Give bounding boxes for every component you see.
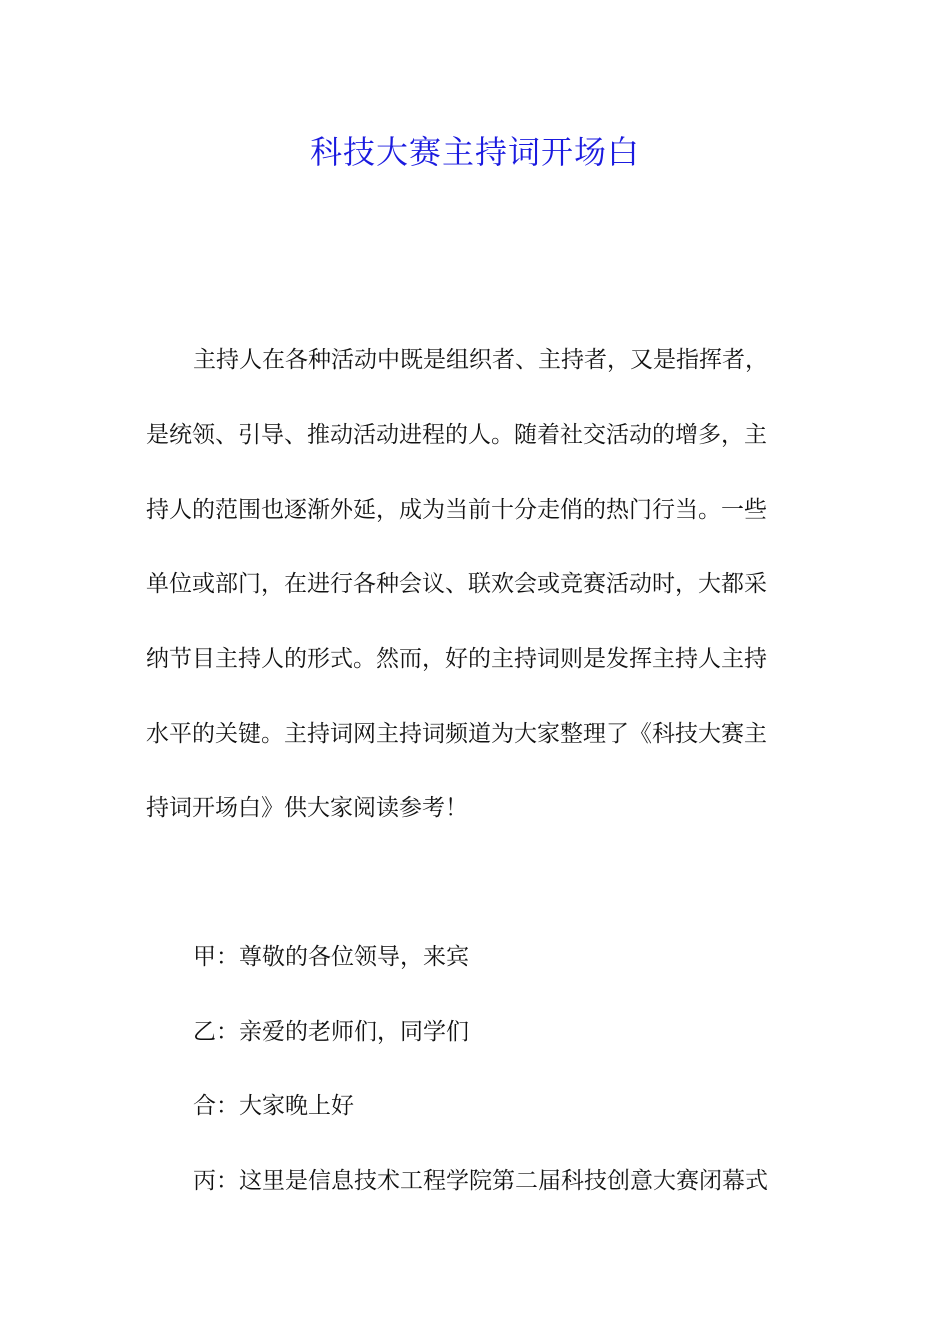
intro-line: 是统领、引导、推动活动进程的人。随着社交活动的增多，主 — [146, 422, 767, 448]
document-title: 科技大赛主持词开场白 — [309, 133, 640, 171]
intro-line: 单位或部门，在进行各种会议、联欢会或竞赛活动时，大都采 — [146, 571, 767, 597]
intro-line: 主持人在各种活动中既是组织者、主持者，又是指挥者， — [193, 347, 768, 373]
dialogue-line-bing: 丙：这里是信息技术工程学院第二届科技创意大赛闭幕式 — [193, 1168, 768, 1194]
dialogue-line-jia: 甲：尊敬的各位领导，来宾 — [193, 944, 469, 970]
intro-line: 持人的范围也逐渐外延，成为当前十分走俏的热门行当。一些 — [146, 497, 767, 523]
intro-line: 持词开场白》供大家阅读参考！ — [146, 795, 468, 821]
intro-line: 纳节目主持人的形式。然而，好的主持词则是发挥主持人主持 — [146, 646, 767, 672]
dialogue-line-yi: 乙：亲爱的老师们，同学们 — [193, 1019, 469, 1045]
intro-line: 水平的关键。主持词网主持词频道为大家整理了《科技大赛主 — [146, 721, 767, 747]
dialogue-line-he: 合：大家晚上好 — [193, 1093, 354, 1119]
